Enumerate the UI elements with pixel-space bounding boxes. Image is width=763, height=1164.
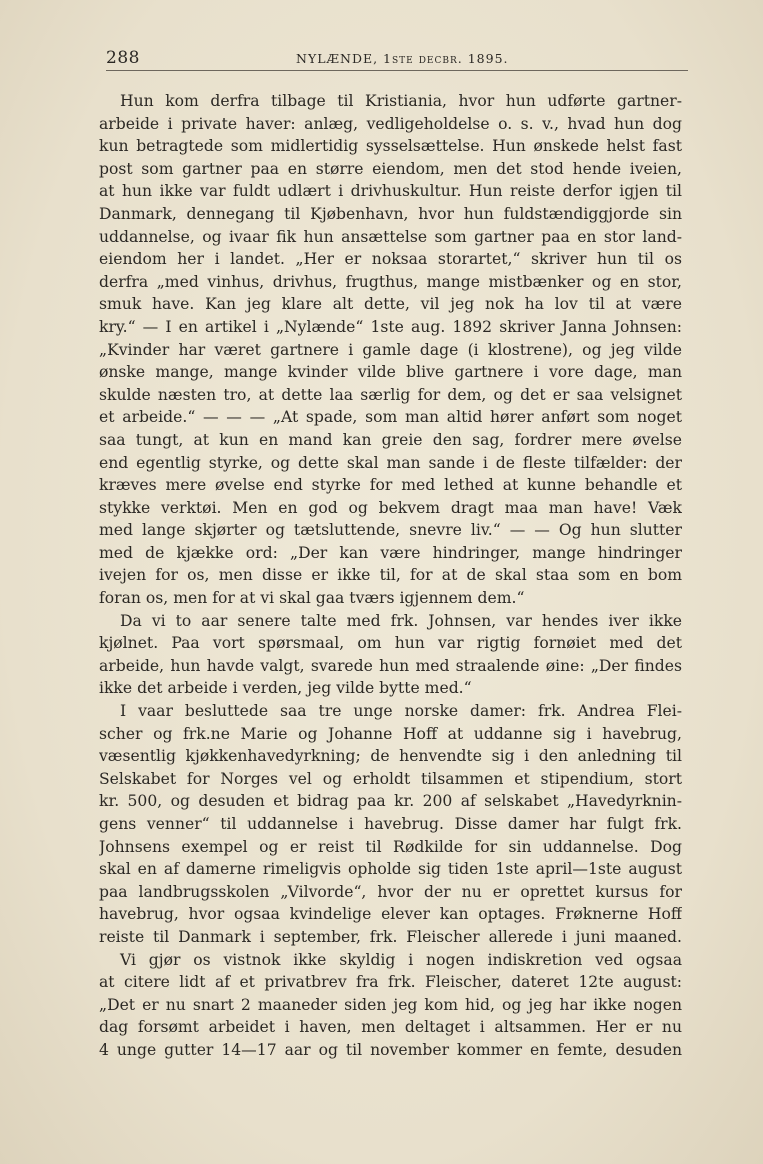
running-head: NYLÆNDE, 1ste decbr. 1895. xyxy=(296,51,509,66)
text-line: at citere lidt af et privatbrev fra frk. Fleischer, dateret 12te august: xyxy=(99,973,682,992)
text-line: end egentlig styrke, og dette skal man sande i de fleste tilfælder: der xyxy=(99,453,682,472)
text-line: reiste til Danmark i september, frk. Fleischer allerede i juni maaned. xyxy=(99,927,682,946)
text-line: Danmark, dennegang til Kjøbenhavn, hvor hun fuldstændiggjorde sin xyxy=(99,204,682,223)
text-line: scher og frk.ne Marie og Johanne Hoff at uddanne sig i havebrug, xyxy=(99,724,682,743)
text-line: post som gartner paa en større eiendom, men det stod hende iveien, xyxy=(99,159,682,178)
text-line: med de kjække ord: „Der kan være hindringer, mange hindringer xyxy=(99,543,682,562)
text-line: skulde næsten tro, at dette laa særlig for dem, og det er saa velsignet xyxy=(99,385,682,404)
text-line: „Det er nu snart 2 maaneder siden jeg kom hid, og jeg har ikke nogen xyxy=(99,995,682,1014)
text-line: „Kvinder har været gartnere i gamle dage (i klostrene), og jeg vilde xyxy=(99,340,682,359)
text-line: at hun ikke var fuldt udlært i drivhuskultur. Hun reiste derfor igjen til xyxy=(99,182,682,201)
page-header xyxy=(106,46,688,71)
text-line: Da vi to aar senere talte med frk. Johnsen, var hendes iver ikke xyxy=(120,611,682,630)
text-line: skal en af damerne rimeligvis opholde sig tiden 1ste april—1ste august xyxy=(99,860,682,879)
text-line: arbeide, hun havde valgt, svarede hun med straalende øine: „Der findes xyxy=(99,656,682,675)
text-line: væsentlig kjøkkenhavedyrkning; de henvendte sig i den anledning til xyxy=(99,747,682,766)
body-text xyxy=(99,90,682,1062)
text-line: 4 unge gutter 14—17 aar og til november kommer en femte, desuden xyxy=(99,1040,682,1059)
text-line: eiendom her i landet. „Her er noksaa storartet,“ skriver hun til os xyxy=(99,250,682,269)
text-line: saa tungt, at kun en mand kan greie den sag, fordrer mere øvelse xyxy=(99,430,682,449)
text-line: foran os, men for at vi skal gaa tværs igjennem dem.“ xyxy=(99,589,525,608)
text-line: ikke det arbeide i verden, jeg vilde bytte med.“ xyxy=(99,679,472,698)
text-line: kræves mere øvelse end styrke for med lethed at kunne behandle et xyxy=(99,476,682,495)
text-line: et arbeide.“ — — — „At spade, som man altid hører anført som noget xyxy=(99,408,682,427)
text-line: havebrug, hvor ogsaa kvindelige elever kan optages. Frøknerne Hoff xyxy=(99,905,682,924)
text-line: stykke verktøi. Men en god og bekvem dragt maa man have! Væk xyxy=(99,498,682,517)
text-line: kry.“ — I en artikel i „Nylænde“ 1ste aug. 1892 skriver Janna Johnsen: xyxy=(99,317,682,336)
text-line: kr. 500, og desuden et bidrag paa kr. 200 af selskabet „Havedyrknin- xyxy=(99,792,682,811)
text-line: Johnsens exempel og er reist til Rødkilde for sin uddannelse. Dog xyxy=(99,837,682,856)
text-line: kjølnet. Paa vort spørsmaal, om hun var rigtig fornøiet med det xyxy=(99,634,682,653)
text-line: derfra „med vinhus, drivhus, frugthus, mange mistbænker og en stor, xyxy=(99,272,682,291)
text-line: dag forsømt arbeidet i haven, men deltaget i altsammen. Her er nu xyxy=(99,1018,682,1037)
text-line: arbeide i private haver: anlæg, vedligeholdelse o. s. v., hvad hun dog xyxy=(99,114,682,133)
text-line: gens venner“ til uddannelse i havebrug. Disse damer har fulgt frk. xyxy=(99,815,682,833)
text-line: kun betragtede som midlertidig sysselsættelse. Hun ønskede helst fast xyxy=(99,137,682,156)
text-line: Selskabet for Norges vel og erholdt tilsammen et stipendium, stort xyxy=(99,769,682,788)
text-line: ivejen for os, men disse er ikke til, for at de skal staa som en bom xyxy=(99,566,682,585)
text-line: smuk have. Kan jeg klare alt dette, vil jeg nok ha lov til at være xyxy=(99,295,682,314)
text-line: uddannelse, og ivaar fik hun ansættelse som gartner paa en stor land- xyxy=(99,227,682,246)
text-line: Hun kom derfra tilbage til Kristiania, hvor hun udførte gartner- xyxy=(120,92,682,110)
text-line: I vaar besluttede saa tre unge norske damer: frk. Andrea Flei- xyxy=(120,702,682,721)
text-line: paa landbrugsskolen „Vilvorde“, hvor der nu er oprettet kursus for xyxy=(99,882,682,901)
text-line: ønske mange, mange kvinder vilde blive gartnere i vore dage, man xyxy=(99,363,682,382)
text-line: med lange skjørter og tætsluttende, snevre liv.“ — — Og hun slutter xyxy=(99,521,682,540)
page-number: 288 xyxy=(106,48,140,68)
text-line: Vi gjør os vistnok ikke skyldig i nogen indiskretion ved ogsaa xyxy=(120,950,682,969)
